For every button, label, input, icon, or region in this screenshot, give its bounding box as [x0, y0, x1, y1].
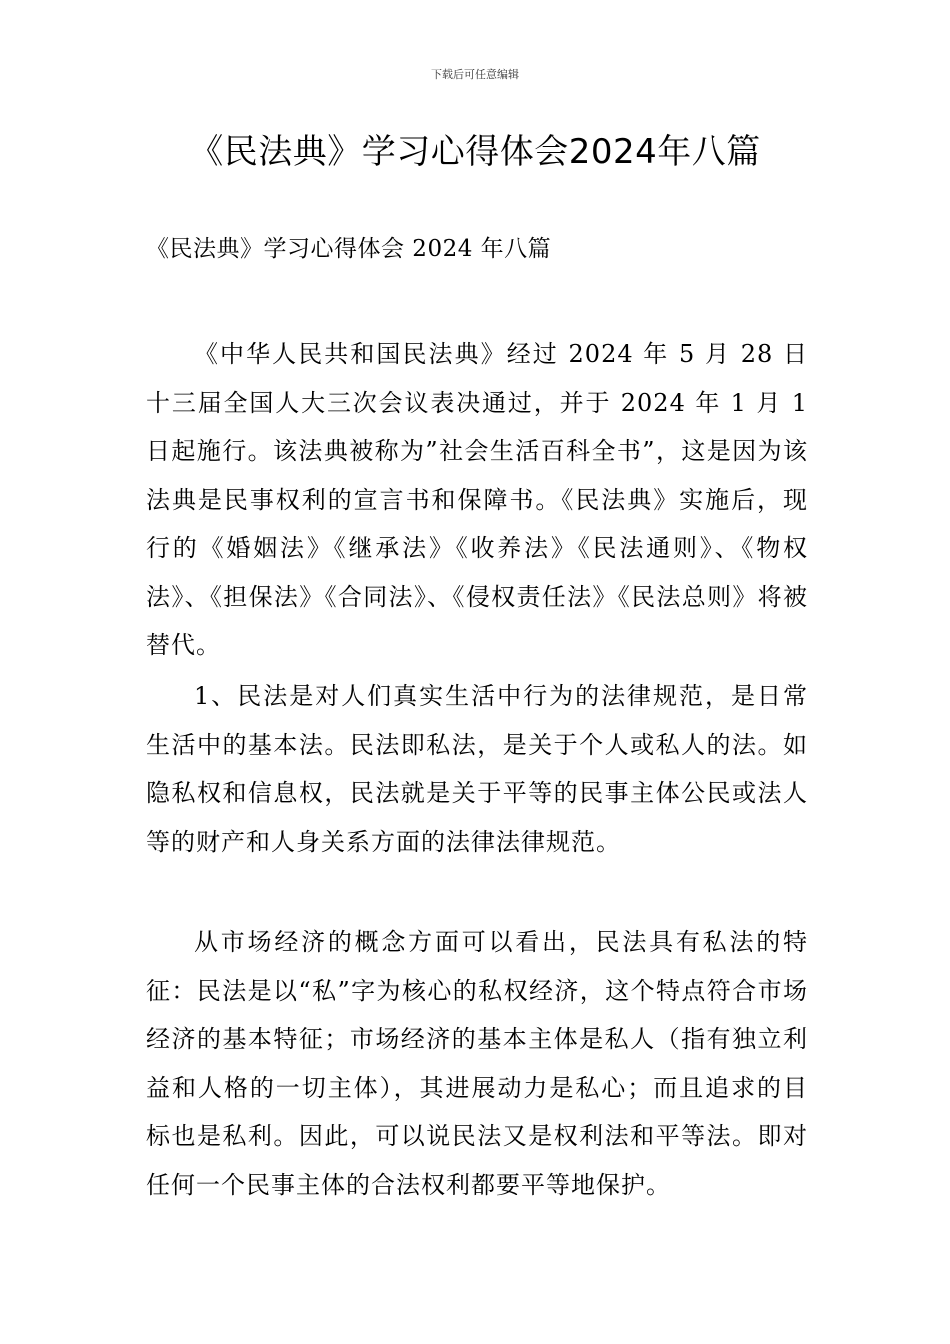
document-subtitle: 《民法典》学习心得体会 2024 年八篇 — [146, 236, 552, 262]
paragraph-market-economy: 从市场经济的概念方面可以看出，民法具有私法的特征：民法是以“私”字为核心的私权经济，这个特点符合市场经济的基本特征；市场经济的基本主体是私人（指有独立利益和人格的一切主体），其进展动力是私心；而且追求的目标也是私利。因此，可以说民法又是权利法和平等法。即对任何一个民事主体的合法权利都要平等地保护。 — [146, 928, 808, 1199]
paragraph-intro: 《中华人民共和国民法典》经过 2024 年 5 月 28 日十三届全国人大三次会议表决通过，并于 2024 年 1 月 1 日起施行。该法典被称为”社会生活百科全书”，这是因为该法典是民事权利的宣言书和保障书。《民法典》实施后，现行的《婚姻法》《继承法》《收养法》《民法通则》、《物权法》、《担保法》《合同法》、《侵权责任法》《民法总则》将被替代。 — [146, 340, 808, 659]
document-title: 《民法典》学习心得体会2024年八篇 — [189, 132, 761, 172]
header-note: 下载后可任意编辑 — [431, 68, 519, 81]
paragraph-point-1: 1、民法是对人们真实生活中行为的法律规范，是日常生活中的基本法。民法即私法，是关于个人或私人的法。如隐私权和信息权，民法就是关于平等的民事主体公民或法人等的财产和人身关系方面的法律法律规范。 — [146, 682, 808, 856]
